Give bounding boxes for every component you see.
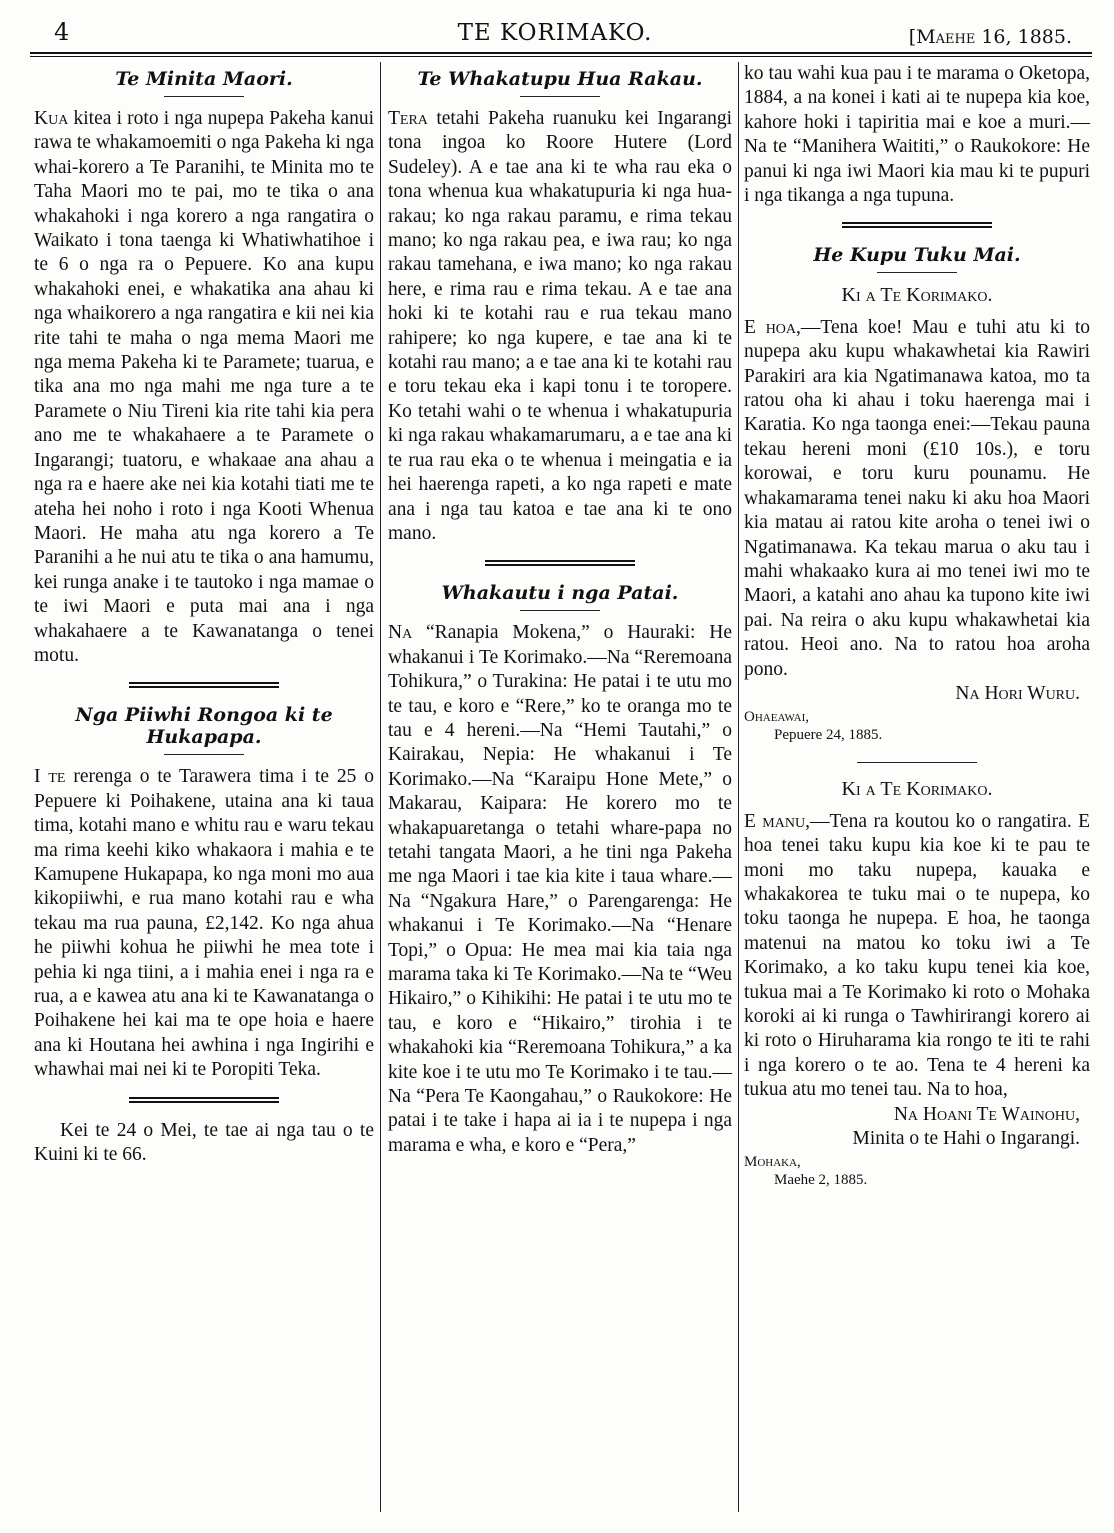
article-body (34, 107, 374, 668)
section-separator (842, 222, 992, 228)
letter-signature: Na Hoani Te Wainohu, (893, 1103, 1080, 1125)
issue-date: [Maehe 16, 1885. (908, 26, 1072, 48)
column-3 (744, 62, 1090, 1189)
article-text: kitea i roto i nga nupepa Pakeha kanui rawa te whakamoemiti o nga Pakeha ki nga whai-korero a Te Paranihi, te Minita mo te Taha Maori mo te pai, mo te tika o ana whakahoki i nga korero a nga rangatira o Waikato i tona taenga ki Whatiwhatihoe i te 6 o nga ra o Pepuere. Ko ana kupu whakahoki enei, e whakatika ana ahau ki nga whaikorero a nga rangatira e kii nei kia rite tahi te maha o nga mema Maori me nga mema Pakeha ki te Paramete; tuarua, e tika ana mo nga mahi me nga ture a te Paramete o Niu Tireni kia rite tahi kia pera ano me te whakahaere a te Paramete o Ingarangi; tuatoru, e whakaae ana ahau a nga ra e haere ake nei kia kotahi tiati me te ateha hei noho i roto i nga Kooti Whenua Maori. He maha atu nga korero a Te Paranihi a he nui atu te tika o ana hamumu, kei runga anake i te tautoko i nga mamae o te iwi Maori e puta mai ana i nga whakahaere a te Kawanatanga o tenei motu. (34, 108, 374, 666)
letter-body (744, 810, 1090, 1103)
letter-date: Maehe 2, 1885. (774, 1172, 868, 1189)
lead-word: Na (388, 622, 413, 644)
letter-signature: Na Hori Wuru. (955, 682, 1080, 704)
column-2 (388, 62, 732, 1158)
heading-rule (520, 610, 600, 611)
article-text: “Ranapia Mokena,” o Hauraki: He whakanui i Te Korimako.—Na “Reremoana Tohikura,” o Turakina: He patai i te utu mo te tau, e koro e “Rere,” ko te oranga mo te tau e 4 hereni.—Na “Hemi Tautahi,” o Kairakau, Nepia: He whakanui i Te Korimako.—Na “Karaipu Hone Mete,” o Makarau, Kaipara: He korero mo te whakapuaretanga o tetahi whare-papa no tetahi tangata Maori, a he tini nga Pakeha me nga Maori i tae kia kite i taua whare.—Na “Ngakura Hare,” o Parengarenga: He whakanui i Te Korimako.—Na “Henare Topi,” o Opua: He mea mai kia taia nga marama taka ki Te Korimako.—Na te “Weu Hikairo,” o Kihikihi: He patai i te utu mo te tau, e koro e “Hikairo,” tirohia i te whakahoki kia “Reremoana Tohikura,” a ka kite koe i te utu mo Te Korimako i te tau.—Na “Pera Te Kaongahau,” o Raukokore: He patai i te take i hapa ai ia i te nupepa i nga marama e wha, e koro e “Pera,” (388, 622, 733, 1156)
column-divider (380, 62, 381, 1512)
article-heading: Whakautu i nga Patai. (441, 582, 679, 605)
heading-rule (877, 272, 957, 273)
letter-date: Pepuere 24, 1885. (774, 727, 883, 744)
salutation-text: Ki a Te Korimako. (841, 778, 993, 801)
letter-place: Mohaka, (744, 1154, 801, 1171)
article-heading: Te Whakatupu Hua Rakau. (417, 68, 703, 90)
lead-word: I te (34, 766, 66, 788)
lead-word: E hoa, (744, 316, 801, 338)
column-divider (738, 62, 739, 1512)
letter-separator (857, 762, 977, 763)
letter-text: —Tena koe! Mau e tuhi atu ki to nupepa aku kupu whakawhetai kia Rawiri Parakiri ara kia Ngatimanawa katoa, mo ta ratou oha ki ahau i toku haerenga mai i Karatia. Ko nga taonga enei:—Tekau pauna tekau hereni moni (£10 10s.), e toru korowai, e toru kuru pounamu. He whakamarama tenei naku ki aku hoa Maori kia matau ai ratou kite aroha o tenei iwi o Ngatimanawa. Ka tekau marua o aku tau i mahi whakaako kura ai mo tenei iwi mo te Maori, a katahi ano ahau ka tupono kite iwi pai. Na reira o aku kupu whakawhetai kia ratou. Heoi ano. Na to ratou hoa aroha pono. (744, 316, 1090, 680)
article-text: rerenga o te Tarawera tima i te 25 o Pepuere ki Poihakene, utaina ana ki taua tima, kotahi mano e whitu rau e waru tekau ma rima keehi kiko whakaora i mahia e te Kamupene Hukapapa, ko nga moni mo aua kikopiiwhi, e rua mano kotahi rau e wha tekau ma rua pauna, £2,142. Ko nga ahua he piiwhi kohua he piiwhi he mea tote i pehia ki nga tiini, a i mahia enei i nga ra e rua, a e kawea atu ana ki te Kawanatanga o Poihakene hei kai ma te ope hoia e haere ana ki Houtana hei awhina i nga Ingirihi e whawhai mai nei ki te Poropiti Teka. (34, 766, 374, 1081)
masthead (30, 12, 1080, 48)
article-body (34, 765, 374, 1082)
section-separator (485, 560, 635, 566)
letters-heading: He Kupu Tuku Mai. (813, 244, 1021, 267)
heading-rule (164, 96, 244, 97)
masthead-rule (30, 52, 1092, 54)
article-body (388, 107, 732, 546)
masthead-rule-thin (30, 56, 1092, 57)
letter-salutation (744, 283, 1090, 307)
lead-word: Tera (388, 108, 428, 129)
article-heading: Te Minita Maori. (115, 68, 293, 90)
page-number: 4 (54, 18, 70, 46)
column-1 (34, 62, 374, 1167)
letter-signature-title: Minita o te Hahi o Ingarangi. (852, 1128, 1080, 1150)
letter-place: Ohaeawai, (744, 709, 810, 726)
heading-rule (520, 96, 600, 97)
letter-salutation (744, 777, 1090, 801)
heading-rule (164, 754, 244, 755)
lead-word: E manu, (744, 810, 810, 832)
article-text: tetahi Pakeha ruanuku kei Ingarangi tona ingoa ko Roore Hutere (Lord Sudeley). A e tae ana ki te wha rau eka o tona whenua kua whakatupuria ki nga hua-rakau; ko nga rakau paramu, e rima tekau mano; ko nga rakau pea, e iwa rau; ko nga rakau tamehana, e iwa mano; ko nga rakau here, e rima rau e rima tekau. A e tae ana hoki ki te kotahi rau e rua tekau mano rahipere; ko nga kupere, e tae ana ki te kotahi rau mano; a e tae ana ki te kotahi rau e toru tekau eka i kapi tonu i te toropere. Ko tetahi wahi o te whenua i whakatupuria ki nga rakau whakamarumaru, a e tae ana ki te rua rau eka o te whenua i meingatia e ia hei haerenga rapeti, a ko nga rapeti e mate ana i nga tau katoa e tae ana ki te ono mano. (388, 108, 733, 544)
section-separator (129, 1097, 279, 1103)
lead-word: Kua (34, 108, 69, 129)
article-continuation: ko tau wahi kua pau i te marama o Oketopa, 1884, a na konei i kati ai te nupepa kia koe, kahore hoki i tapiritia mai e koe a muri.—Na te “Manihera Waititi,” o Raukokore: He panui ki nga iwi Maori kia mau ki te pupuri i nga tikanga a nga tupuna. (744, 63, 1090, 207)
article-heading: Nga Piiwhi Rongoa ki te Hukapapa. (75, 704, 333, 749)
article-body: Kei te 24 o Mei, te tae ai nga tau o te Kuini ki te 66. (34, 1119, 374, 1166)
section-separator (129, 682, 279, 688)
newspaper-title: TE KORIMAKO. (457, 20, 653, 46)
salutation-text: Ki a Te Korimako. (841, 284, 993, 307)
letter-body (744, 316, 1090, 682)
article-body (388, 621, 732, 1158)
letter-text: —Tena ra koutou ko o rangatira. E hoa tenei taku kupu kia koe ki te pau te moni mo taku nupepa, kauaka e whakakorea te tuku mai o te nupepa, ko toku taonga he nupepa. E hoa, he taonga matenui na matou ko toku iwi a Te Korimako, a ko taku kupu tenei kia koe, tukua mai a Te Korimako ki roto o Mohaka koroki ai ki runga o Tawhirirangi korero ai ki roto o Hiruharama kia rongo te iti te rahi i nga korero o te ao. Tena te 4 hereni ka tukua atu mo tenei tau. Na to hoa, (744, 810, 1090, 1101)
